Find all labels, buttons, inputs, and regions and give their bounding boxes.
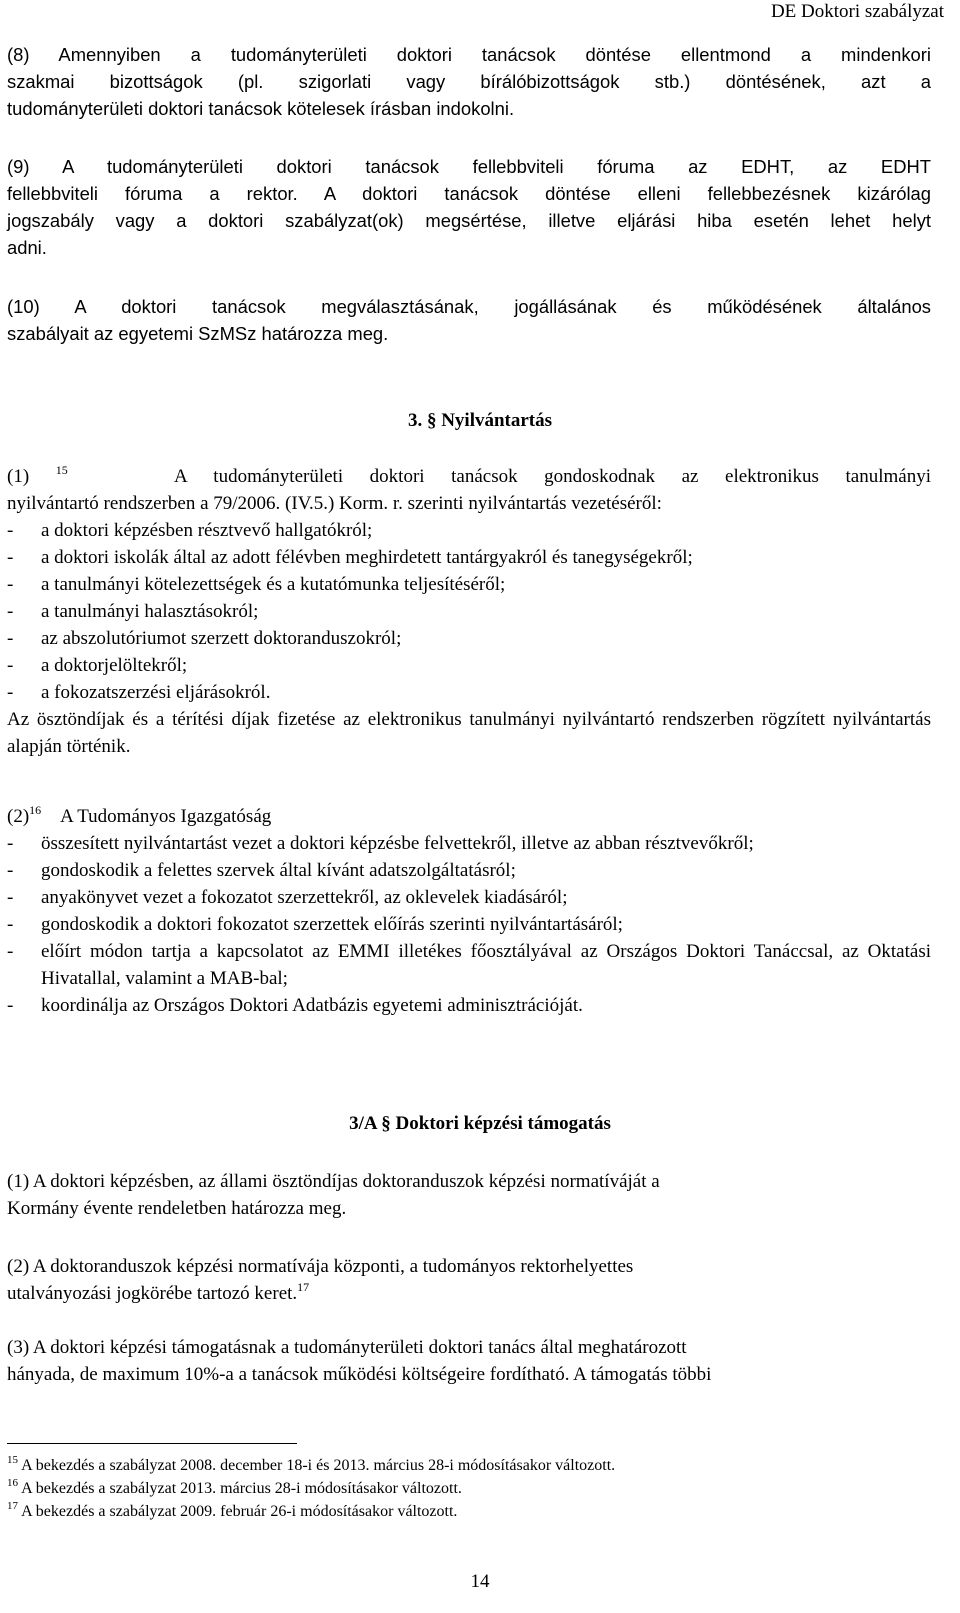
section-3a-paragraph-1 [7,1168,931,1222]
paragraph-title: A Tudományos Igazgatóság [60,806,272,827]
running-header: DE Doktori szabályzat [770,1,944,22]
paragraph-10 [7,293,931,347]
list-item: - gondoskodik a doktori fokozatot szerzettek előírás szerinti nyilvántartásáról; [7,914,623,935]
footnote-ref-15: 15 [55,462,68,477]
list-item: - a doktori iskolák által az adott félévben meghirdetett tantárgyakról és tanegységekről; [7,547,693,568]
list-item: - az abszolutóriumot szerzett doktoranduszokról; [7,628,402,649]
footnote-17: $^{17}$ A bekezdés a szabályzat 2009. február 26-i módosításakor változott. [7,1499,458,1520]
footnote-divider [7,1443,297,1444]
paragraph-9 [7,153,931,261]
list-item: - előírt módon tartja a kapcsolatot az EMMI illetékes főosztályával az Országos Doktori Tanáccsal, az Oktatási Hivatallal, valamint a MAB-bal; [7,941,931,989]
paragraph-8 [7,41,931,122]
list-item: - a fokozatszerzési eljárásokról. [7,682,271,703]
paragraph-label: (2) [7,806,30,827]
text-line: (9) A tudományterületi doktori tanácsok fellebbviteli fóruma az EDHT, az EDHT [7,156,931,177]
section-3-paragraph-2 [7,803,931,1019]
list-item: - a doktori képzésben résztvevő hallgatókról; [7,520,373,541]
list-item: - a tanulmányi kötelezettségek és a kutatómunka teljesítéséről; [7,574,506,595]
text-line: fellebbviteli fóruma a rektor. A doktori tanácsok döntése elleni fellebbezésnek kizárólag [7,183,931,204]
list-item: - koordinálja az Országos Doktori Adatbázis egyetemi adminisztrációját. [7,995,583,1016]
footnote-15: $^{15}$ A bekezdés a szabályzat 2008. december 18-i és 2013. március 28-i módosításakor változott. [7,1453,616,1474]
text-line: szabályait az egyetemi SzMSz határozza meg. [7,323,389,344]
text-line: jogszabály vagy a doktori szabályzat(ok) megsértése, illetve eljárási hiba esetén lehet helyt [7,210,931,231]
text-line [7,463,931,490]
text-line: adni. [7,237,47,258]
text-line: Kormány évente rendeletben határozza meg. [7,1198,347,1219]
text-line: (8) Amennyiben a tudományterületi doktori tanácsok döntése ellentmond a mindenkori [7,44,931,65]
closing-text: Az ösztöndíjak és a térítési díjak fizetése az elektronikus tanulmányi nyilvántartó rendszerben rögzített nyilvántartás alapján történik. [7,709,931,757]
text-line [7,803,931,830]
text-line: (2) A doktoranduszok képzési normatívája központi, a tudományos rektorhelyettes [7,1256,634,1277]
text-line: (3) A doktori képzési támogatásnak a tudományterületi doktori tanács által meghatározott [7,1337,687,1358]
footnote-ref-16: 16 [29,802,42,817]
text-line: tudományterületi doktori tanácsok kötelesek írásban indokolni. [7,98,515,119]
text-line: utalványozási jogkörébe tartozó keret.$^{17}$ [7,1279,310,1304]
list-item: - összesített nyilvántartást vezet a doktori képzésbe felvettekről, illetve az abban résztvevőkről; [7,833,754,854]
page-number: 14 [470,1571,490,1592]
section-3a-paragraph-2 [7,1253,931,1307]
footnote-ref-17: 17 [297,1279,310,1294]
list-item: - a doktorjelöltekről; [7,655,188,676]
list-item: - a tanulmányi halasztásokról; [7,601,259,622]
text-line: (10) A doktori tanácsok megválasztásának, jogállásának és működésének általános [7,296,931,317]
text-line: nyilvántartó rendszerben a 79/2006. (IV.5.) Korm. r. szerinti nyilvántartás vezetéséről: [7,493,662,514]
list-item: - anyakönyvet vezet a fokozatot szerzettekről, az oklevelek kiadásáról; [7,887,568,908]
text-line: (1) A doktori képzésben, az állami ösztöndíjas doktoranduszok képzési normatíváját a [7,1171,660,1192]
section-3-heading: 3. § Nyilvántartás [407,410,553,431]
paragraph-text: A tudományterületi doktori tanácsok gondoskodnak az elektronikus tanulmányi [174,466,932,487]
section-3-paragraph-1 [7,463,931,760]
paragraph-label: (1) [7,466,30,487]
section-3a-heading: 3/A § Doktori képzési támogatás [349,1113,611,1134]
list-item: - gondoskodik a felettes szervek által kívánt adatszolgáltatásról; [7,860,516,881]
footnote-16: $^{16}$ A bekezdés a szabályzat 2013. március 28-i módosításakor változott. [7,1476,462,1497]
section-3a-paragraph-3 [7,1334,931,1388]
text-line: szakmai bizottságok (pl. szigorlati vagy bírálóbizottságok stb.) döntésének, azt a [7,71,931,92]
text-line: hányada, de maximum 10%-a a tanácsok működési költségeire fordítható. A támogatás többi [7,1364,712,1385]
